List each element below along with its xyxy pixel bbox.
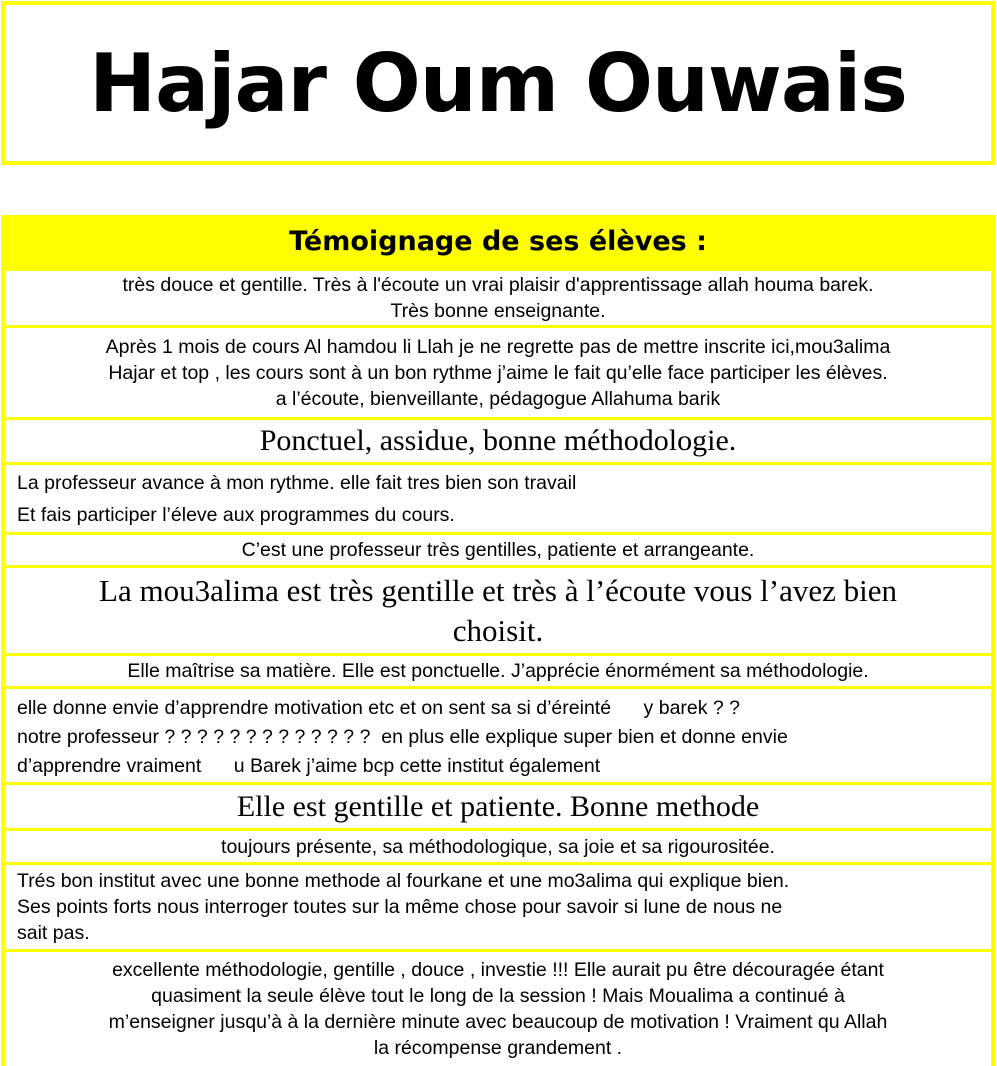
testimonial-row	[5, 328, 991, 420]
testimonial-line: toujours présente, sa méthodologique, sa joie et sa rigourositée.	[221, 835, 775, 858]
testimonial-line: Très bonne enseignante.	[390, 300, 606, 322]
testimonial-row	[5, 271, 991, 328]
testimonial-row	[5, 535, 991, 568]
testimonial-row	[5, 689, 991, 785]
testimonial-line: elle donne envie d’apprendre motivation etc et on sent sa si d’éreinté y barek ? ?	[17, 697, 741, 719]
testimonial-row	[5, 785, 991, 831]
testimonial-line: notre professeur ? ? ? ? ? ? ? ? ? ? ? ? ? en plus elle explique super bien et donne envie	[17, 726, 788, 748]
testimonial-line: excellente méthodologie, gentille , douce , investie !!! Elle aurait pu être découragée étant	[112, 959, 884, 981]
testimonial-line: la récompense grandement .	[373, 1037, 623, 1059]
testimonial-line: La professeur avance à mon rythme. elle fait tres bien son travail	[17, 471, 577, 494]
testimonial-line: choisit.	[452, 612, 544, 648]
testimonial-row	[5, 465, 991, 535]
testimonial-line: quasiment la seule élève tout le long de la session ! Mais Moualima a continué à	[151, 985, 845, 1007]
testimonial-row	[5, 656, 991, 689]
testimonial-line: La mou3alima est très gentille et très à l’écoute vous l’avez bien	[99, 572, 897, 608]
testimonial-line: très douce et gentille. Très à l'écoute un vrai plaisir d'apprentissage allah houma barek.	[122, 274, 874, 296]
testimonial-row	[5, 865, 991, 952]
testimonials-table	[1, 215, 995, 1066]
testimonial-row	[5, 568, 991, 656]
testimonial-line: Et fais participer l’éleve aux programmes du cours.	[17, 503, 455, 526]
testimonial-row	[5, 952, 991, 1066]
testimonial-line: Elle est gentille et patiente. Bonne methode	[236, 789, 760, 823]
testimonial-line: Ses points forts nous interroger toutes sur la même chose pour savoir si lune de nous ne	[17, 896, 783, 918]
testimonial-line: d’apprendre vraiment u Barek j’aime bcp cette institut également	[17, 755, 601, 777]
testimonial-row	[5, 831, 991, 865]
testimonial-line: Trés bon institut avec une bonne methode al fourkane et une mo3alima qui explique bien.	[17, 870, 790, 892]
testimonial-line: C’est une professeur très gentilles, patiente et arrangeante.	[241, 539, 755, 561]
section-header	[5, 215, 991, 271]
testimonial-line: m’enseigner jusqu’à à la dernière minute avec beaucoup de motivation ! Vraiment qu Allah	[108, 1011, 888, 1033]
section-header-text: Témoignage de ses élèves :	[289, 226, 707, 257]
testimonial-line: Elle maîtrise sa matière. Elle est ponctuelle. J’apprécie énormément sa méthodologie.	[127, 660, 869, 682]
testimonial-line: Hajar et top , les cours sont à un bon rythme j’aime le fait qu’elle face participer les élèves.	[108, 361, 888, 384]
testimonial-line: a l’écoute, bienveillante, pédagogue Allahuma barik	[275, 387, 721, 410]
page-title: Hajar Oum Ouwais	[89, 36, 907, 130]
title-box	[1, 1, 995, 165]
testimonial-line: Après 1 mois de cours Al hamdou li Llah je ne regrette pas de mettre inscrite ici,mou3alima	[105, 335, 891, 358]
testimonial-row	[5, 420, 991, 465]
testimonial-line: Ponctuel, assidue, bonne méthodologie.	[259, 424, 737, 457]
testimonial-line: sait pas.	[17, 922, 90, 944]
